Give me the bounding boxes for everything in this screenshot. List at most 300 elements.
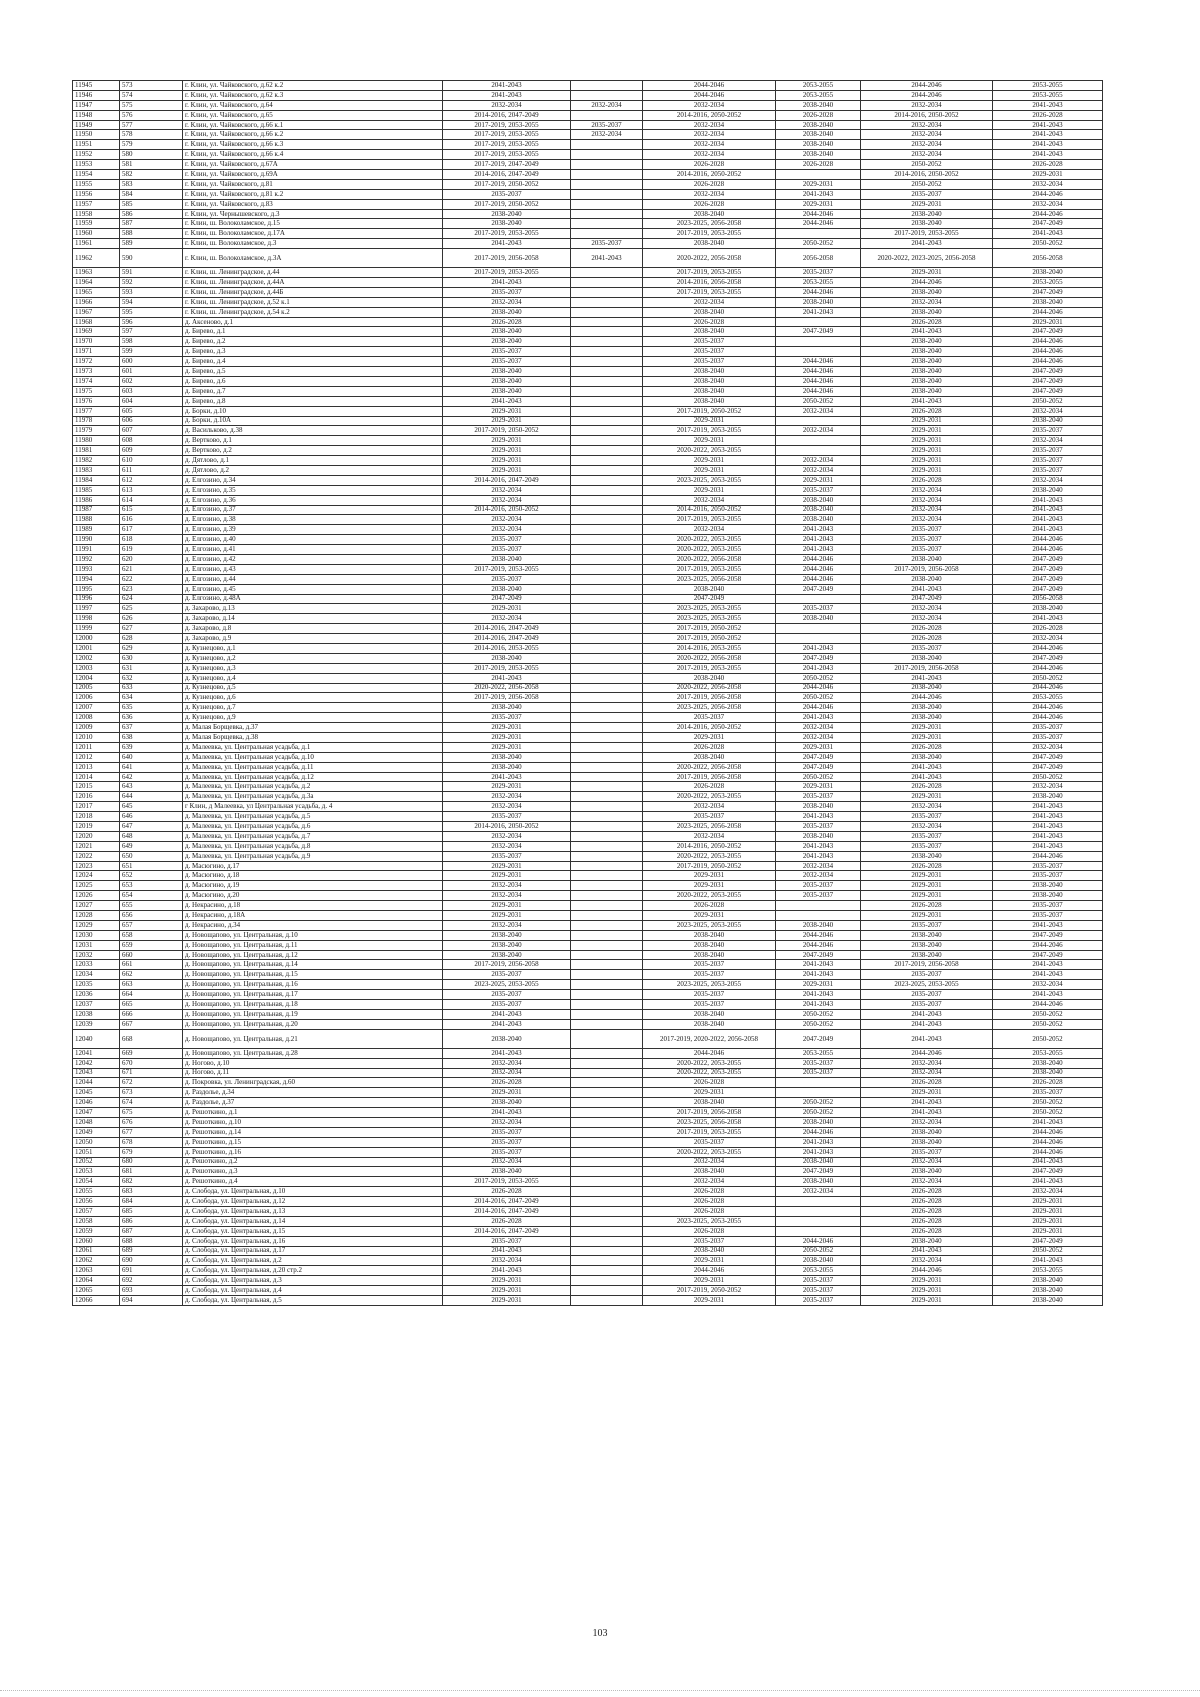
period-cell-1: 2035-2037: [443, 1127, 571, 1137]
period-cell-3: 2035-2037: [643, 347, 776, 357]
row-number-cell: 583: [120, 179, 183, 189]
row-id-cell: 11982: [73, 456, 120, 466]
address-cell: г. Клин, ш. Ленинградское, д.54 к.2: [183, 307, 443, 317]
period-cell-2: 2035-2037: [571, 239, 643, 249]
period-cell-4: 2050-2052: [776, 239, 861, 249]
table-row: [73, 436, 1103, 446]
period-cell-4: 2041-2043: [776, 643, 861, 653]
table-row: [73, 376, 1103, 386]
row-number-cell: 642: [120, 772, 183, 782]
period-cell-3: 2026-2028: [643, 901, 776, 911]
table-row: [73, 733, 1103, 743]
row-number-cell: 658: [120, 930, 183, 940]
period-cell-5: 2029-2031: [861, 792, 993, 802]
address-cell: д. Малеевка, ул. Центральная усадьба, д.9: [183, 851, 443, 861]
row-number-cell: 661: [120, 960, 183, 970]
table-row: [73, 742, 1103, 752]
table-row: [73, 841, 1103, 851]
period-cell-2: [571, 297, 643, 307]
row-number-cell: 683: [120, 1187, 183, 1197]
period-cell-2: [571, 841, 643, 851]
row-id-cell: 11989: [73, 525, 120, 535]
period-cell-6: 2029-2031: [993, 1206, 1103, 1216]
period-cell-2: [571, 812, 643, 822]
row-number-cell: 603: [120, 386, 183, 396]
period-cell-4: 2047-2049: [776, 653, 861, 663]
row-number-cell: 609: [120, 446, 183, 456]
table-row: [73, 327, 1103, 337]
table-row: [73, 150, 1103, 160]
period-cell-4: 2044-2046: [776, 209, 861, 219]
row-number-cell: 596: [120, 317, 183, 327]
table-row: [73, 911, 1103, 921]
row-number-cell: 690: [120, 1256, 183, 1266]
period-cell-3: 2029-2031: [643, 436, 776, 446]
period-cell-3: 2014-2016, 2050-2052: [643, 723, 776, 733]
period-cell-2: [571, 802, 643, 812]
table-row: [73, 881, 1103, 891]
address-cell: д. Слобода, ул. Центральная, д.4: [183, 1286, 443, 1296]
period-cell-6: 2044-2046: [993, 1127, 1103, 1137]
row-id-cell: 11954: [73, 170, 120, 180]
period-cell-6: 2041-2043: [993, 100, 1103, 110]
period-cell-1: 2038-2040: [443, 1098, 571, 1108]
period-cell-3: 2038-2040: [643, 1009, 776, 1019]
period-cell-5: 2020-2022, 2023-2025, 2056-2058: [861, 249, 993, 268]
period-cell-1: 2038-2040: [443, 337, 571, 347]
period-cell-3: 2020-2022, 2053-2055: [643, 851, 776, 861]
period-cell-3: 2038-2040: [643, 1098, 776, 1108]
address-cell: г. Клин, ш. Волоколамское, д.3А: [183, 249, 443, 268]
period-cell-2: [571, 307, 643, 317]
period-cell-1: 2035-2037: [443, 1000, 571, 1010]
period-cell-6: 2041-2043: [993, 990, 1103, 1000]
period-cell-5: 2032-2034: [861, 100, 993, 110]
period-cell-5: 2041-2043: [861, 1029, 993, 1048]
row-id-cell: 11949: [73, 120, 120, 130]
period-cell-4: [776, 1078, 861, 1088]
period-cell-3: 2029-2031: [643, 1295, 776, 1305]
table-row: [73, 297, 1103, 307]
address-cell: д. Малая Борщевка, д.37: [183, 723, 443, 733]
row-id-cell: 12051: [73, 1147, 120, 1157]
period-cell-1: 2029-2031: [443, 911, 571, 921]
period-cell-1: 2038-2040: [443, 1029, 571, 1048]
address-cell: г. Клин, ул. Чайковского, д.83: [183, 199, 443, 209]
period-cell-3: 2026-2028: [643, 1226, 776, 1236]
period-cell-2: [571, 1246, 643, 1256]
period-cell-5: 2044-2046: [861, 81, 993, 91]
address-cell: д. Кузнецово, д.7: [183, 703, 443, 713]
period-cell-2: [571, 229, 643, 239]
period-cell-3: 2032-2034: [643, 495, 776, 505]
row-id-cell: 12027: [73, 901, 120, 911]
table-row: [73, 140, 1103, 150]
table-row: [73, 1216, 1103, 1226]
period-cell-6: 2047-2049: [993, 367, 1103, 377]
period-cell-6: 2041-2043: [993, 822, 1103, 832]
period-cell-2: [571, 861, 643, 871]
period-cell-6: 2044-2046: [993, 940, 1103, 950]
row-number-cell: 654: [120, 891, 183, 901]
period-cell-5: 2026-2028: [861, 1078, 993, 1088]
period-cell-5: 2038-2040: [861, 713, 993, 723]
period-cell-5: 2050-2052: [861, 179, 993, 189]
period-cell-6: 2044-2046: [993, 535, 1103, 545]
period-cell-5: 2017-2019, 2056-2058: [861, 564, 993, 574]
period-cell-5: 2029-2031: [861, 268, 993, 278]
period-cell-2: [571, 337, 643, 347]
period-cell-1: 2041-2043: [443, 772, 571, 782]
period-cell-3: 2032-2034: [643, 189, 776, 199]
period-cell-2: [571, 762, 643, 772]
period-cell-4: [776, 416, 861, 426]
period-cell-2: [571, 1088, 643, 1098]
row-number-cell: 663: [120, 980, 183, 990]
address-cell: д. Борки, д.10: [183, 406, 443, 416]
table-row: [73, 485, 1103, 495]
period-cell-1: 2017-2019, 2050-2052: [443, 426, 571, 436]
table-row: [73, 653, 1103, 663]
table-row: [73, 239, 1103, 249]
row-number-cell: 629: [120, 643, 183, 653]
period-cell-4: 2044-2046: [776, 376, 861, 386]
period-cell-1: 2035-2037: [443, 713, 571, 723]
period-cell-2: [571, 653, 643, 663]
period-cell-2: [571, 446, 643, 456]
period-cell-2: [571, 179, 643, 189]
period-cell-3: 2032-2034: [643, 1177, 776, 1187]
period-cell-5: 2029-2031: [861, 1088, 993, 1098]
period-cell-6: 2026-2028: [993, 110, 1103, 120]
period-cell-4: 2038-2040: [776, 802, 861, 812]
period-cell-4: 2038-2040: [776, 1177, 861, 1187]
table-row: [73, 574, 1103, 584]
period-cell-1: 2014-2016, 2047-2049: [443, 170, 571, 180]
table-row: [73, 1048, 1103, 1058]
row-number-cell: 646: [120, 812, 183, 822]
period-cell-5: 2032-2034: [861, 1256, 993, 1266]
period-cell-5: 2026-2028: [861, 1187, 993, 1197]
period-cell-5: 2032-2034: [861, 1117, 993, 1127]
period-cell-5: 2029-2031: [861, 1295, 993, 1305]
period-cell-3: 2035-2037: [643, 812, 776, 822]
period-cell-1: 2041-2043: [443, 90, 571, 100]
period-cell-2: [571, 891, 643, 901]
row-number-cell: 608: [120, 436, 183, 446]
table-row: [73, 446, 1103, 456]
page-number: 103: [592, 1628, 608, 1639]
row-number-cell: 636: [120, 713, 183, 723]
address-cell: г. Клин, ул. Чайковского, д.66 к.3: [183, 140, 443, 150]
period-cell-2: [571, 1266, 643, 1276]
period-cell-6: 2038-2040: [993, 1058, 1103, 1068]
period-cell-4: 2050-2052: [776, 396, 861, 406]
period-cell-6: 2038-2040: [993, 416, 1103, 426]
row-number-cell: 649: [120, 841, 183, 851]
period-cell-4: 2044-2046: [776, 386, 861, 396]
row-id-cell: 12058: [73, 1216, 120, 1226]
period-cell-2: [571, 881, 643, 891]
period-cell-2: [571, 170, 643, 180]
period-cell-1: 2038-2040: [443, 703, 571, 713]
period-cell-4: 2053-2055: [776, 278, 861, 288]
row-number-cell: 585: [120, 199, 183, 209]
period-cell-2: 2032-2034: [571, 100, 643, 110]
row-id-cell: 12065: [73, 1286, 120, 1296]
row-id-cell: 11945: [73, 81, 120, 91]
period-cell-4: 2044-2046: [776, 930, 861, 940]
period-cell-5: 2035-2037: [861, 1147, 993, 1157]
period-cell-3: 2026-2028: [643, 1206, 776, 1216]
period-cell-1: 2035-2037: [443, 347, 571, 357]
row-id-cell: 11999: [73, 624, 120, 634]
row-number-cell: 678: [120, 1137, 183, 1147]
period-cell-4: 2050-2052: [776, 1108, 861, 1118]
row-id-cell: 12004: [73, 673, 120, 683]
address-cell: д. Решоткино, д.10: [183, 1117, 443, 1127]
row-id-cell: 11961: [73, 239, 120, 249]
address-cell: д. Слобода, ул. Центральная, д.13: [183, 1206, 443, 1216]
row-number-cell: 682: [120, 1177, 183, 1187]
row-id-cell: 11997: [73, 604, 120, 614]
row-id-cell: 12026: [73, 891, 120, 901]
row-number-cell: 660: [120, 950, 183, 960]
period-cell-3: 2020-2022, 2053-2055: [643, 792, 776, 802]
period-cell-5: 2032-2034: [861, 485, 993, 495]
row-id-cell: 12042: [73, 1058, 120, 1068]
address-cell: д. Елгозино, д.48А: [183, 594, 443, 604]
address-cell: д. Бирево, д.3: [183, 347, 443, 357]
period-cell-1: 2014-2016, 2047-2049: [443, 624, 571, 634]
row-id-cell: 12043: [73, 1068, 120, 1078]
period-cell-6: 2050-2052: [993, 396, 1103, 406]
table-row: [73, 110, 1103, 120]
period-cell-4: [776, 1226, 861, 1236]
period-cell-5: 2038-2040: [861, 287, 993, 297]
table-row: [73, 357, 1103, 367]
period-cell-1: 2035-2037: [443, 1236, 571, 1246]
period-cell-5: 2017-2019, 2053-2055: [861, 229, 993, 239]
address-cell: д. Слобода, ул. Центральная, д.2: [183, 1256, 443, 1266]
address-cell: д. Покровка, ул. Ленинградская, д.60: [183, 1078, 443, 1088]
period-cell-2: [571, 1127, 643, 1137]
period-cell-5: 2041-2043: [861, 239, 993, 249]
period-cell-3: 2038-2040: [643, 1246, 776, 1256]
period-cell-6: 2041-2043: [993, 140, 1103, 150]
period-cell-1: 2029-2031: [443, 861, 571, 871]
period-cell-1: 2041-2043: [443, 1048, 571, 1058]
row-number-cell: 622: [120, 574, 183, 584]
period-cell-1: 2038-2040: [443, 209, 571, 219]
address-cell: д. Новощапово, ул. Центральная, д.15: [183, 970, 443, 980]
row-id-cell: 11976: [73, 396, 120, 406]
period-cell-2: [571, 199, 643, 209]
period-cell-5: 2038-2040: [861, 930, 993, 940]
address-cell: д. Кузнецово, д.9: [183, 713, 443, 723]
period-cell-5: 2029-2031: [861, 426, 993, 436]
period-cell-5: 2026-2028: [861, 861, 993, 871]
period-cell-3: 2017-2019, 2053-2055: [643, 229, 776, 239]
address-cell: д. Новощапово, ул. Центральная, д.12: [183, 950, 443, 960]
period-cell-5: 2032-2034: [861, 1157, 993, 1167]
period-cell-5: 2044-2046: [861, 693, 993, 703]
period-cell-2: [571, 1029, 643, 1048]
period-cell-2: [571, 436, 643, 446]
row-id-cell: 11968: [73, 317, 120, 327]
period-cell-6: 2050-2052: [993, 239, 1103, 249]
table-row: [73, 1068, 1103, 1078]
period-cell-2: [571, 140, 643, 150]
period-cell-5: 2035-2037: [861, 189, 993, 199]
row-number-cell: 641: [120, 762, 183, 772]
row-id-cell: 12005: [73, 683, 120, 693]
period-cell-2: [571, 1295, 643, 1305]
period-cell-3: 2017-2019, 2053-2055: [643, 1127, 776, 1137]
period-cell-5: 2038-2040: [861, 347, 993, 357]
period-cell-1: 2014-2016, 2047-2049: [443, 1206, 571, 1216]
row-id-cell: 12013: [73, 762, 120, 772]
period-cell-6: 2041-2043: [993, 1157, 1103, 1167]
row-number-cell: 685: [120, 1206, 183, 1216]
period-cell-4: 2047-2049: [776, 584, 861, 594]
address-cell: д. Решоткино, д.14: [183, 1127, 443, 1137]
period-cell-2: [571, 287, 643, 297]
address-cell: г. Клин, ул. Чайковского, д.64: [183, 100, 443, 110]
period-cell-4: 2038-2040: [776, 100, 861, 110]
period-cell-4: [776, 229, 861, 239]
address-cell: д. Бирево, д.4: [183, 357, 443, 367]
table-row: [73, 456, 1103, 466]
period-cell-2: [571, 1068, 643, 1078]
period-cell-6: 2029-2031: [993, 1226, 1103, 1236]
period-cell-2: [571, 822, 643, 832]
period-cell-5: 2050-2052: [861, 160, 993, 170]
period-cell-6: 2044-2046: [993, 1147, 1103, 1157]
row-id-cell: 12022: [73, 851, 120, 861]
period-cell-6: 2035-2037: [993, 871, 1103, 881]
row-number-cell: 580: [120, 150, 183, 160]
period-cell-1: 2032-2034: [443, 831, 571, 841]
period-cell-3: 2023-2025, 2053-2055: [643, 475, 776, 485]
period-cell-4: [776, 1197, 861, 1207]
period-cell-6: 2035-2037: [993, 901, 1103, 911]
period-cell-1: 2035-2037: [443, 189, 571, 199]
period-cell-1: 2032-2034: [443, 100, 571, 110]
row-number-cell: 652: [120, 871, 183, 881]
address-cell: д. Малеевка, ул. Центральная усадьба, д.12: [183, 772, 443, 782]
period-cell-4: [776, 170, 861, 180]
period-cell-5: 2038-2040: [861, 357, 993, 367]
row-id-cell: 11996: [73, 594, 120, 604]
address-cell: д. Дятлово, д.1: [183, 456, 443, 466]
period-cell-1: 2032-2034: [443, 792, 571, 802]
address-cell: д. Бирево, д.1: [183, 327, 443, 337]
period-cell-5: 2035-2037: [861, 525, 993, 535]
period-cell-5: 2044-2046: [861, 90, 993, 100]
period-cell-5: 2029-2031: [861, 456, 993, 466]
period-cell-4: [776, 1206, 861, 1216]
table-row: [73, 1226, 1103, 1236]
table-row: [73, 990, 1103, 1000]
period-cell-4: [776, 1088, 861, 1098]
row-id-cell: 12030: [73, 930, 120, 940]
period-cell-2: [571, 416, 643, 426]
period-cell-5: 2032-2034: [861, 614, 993, 624]
period-cell-6: 2032-2034: [993, 475, 1103, 485]
period-cell-2: [571, 495, 643, 505]
row-number-cell: 679: [120, 1147, 183, 1157]
period-cell-2: [571, 752, 643, 762]
period-cell-4: 2044-2046: [776, 1236, 861, 1246]
row-number-cell: 628: [120, 634, 183, 644]
address-cell: д. Новощапово, ул. Центральная, д.11: [183, 940, 443, 950]
row-id-cell: 12007: [73, 703, 120, 713]
period-cell-5: 2029-2031: [861, 436, 993, 446]
period-cell-3: 2017-2019, 2053-2055: [643, 663, 776, 673]
period-cell-6: 2044-2046: [993, 663, 1103, 673]
period-cell-4: 2047-2049: [776, 327, 861, 337]
row-number-cell: 615: [120, 505, 183, 515]
period-cell-3: 2014-2016, 2050-2052: [643, 505, 776, 515]
period-cell-6: 2044-2046: [993, 1000, 1103, 1010]
address-cell: д. Вертково, д.1: [183, 436, 443, 446]
period-cell-2: [571, 1167, 643, 1177]
period-cell-3: 2029-2031: [643, 485, 776, 495]
table-row: [73, 1137, 1103, 1147]
table-row: [73, 802, 1103, 812]
period-cell-2: [571, 1009, 643, 1019]
period-cell-4: 2056-2058: [776, 249, 861, 268]
row-id-cell: 11960: [73, 229, 120, 239]
period-cell-1: 2041-2043: [443, 1108, 571, 1118]
table-row: [73, 683, 1103, 693]
table-row: [73, 970, 1103, 980]
row-id-cell: 12052: [73, 1157, 120, 1167]
row-id-cell: 11963: [73, 268, 120, 278]
period-cell-1: 2038-2040: [443, 752, 571, 762]
table-row: [73, 871, 1103, 881]
period-cell-2: [571, 871, 643, 881]
table-row: [73, 693, 1103, 703]
address-cell: д. Слобода, ул. Центральная, д.12: [183, 1197, 443, 1207]
row-number-cell: 671: [120, 1068, 183, 1078]
row-id-cell: 11994: [73, 574, 120, 584]
period-cell-3: 2020-2022, 2053-2055: [643, 535, 776, 545]
period-cell-4: 2041-2043: [776, 960, 861, 970]
row-number-cell: 579: [120, 140, 183, 150]
table-row: [73, 950, 1103, 960]
period-cell-4: 2041-2043: [776, 525, 861, 535]
row-number-cell: 588: [120, 229, 183, 239]
row-id-cell: 12006: [73, 693, 120, 703]
period-cell-1: 2017-2019, 2047-2049: [443, 160, 571, 170]
address-cell: д. Ногово, д.11: [183, 1068, 443, 1078]
period-cell-6: 2038-2040: [993, 1295, 1103, 1305]
period-cell-6: 2026-2028: [993, 1078, 1103, 1088]
period-cell-1: 2035-2037: [443, 990, 571, 1000]
table-row: [73, 1058, 1103, 1068]
row-number-cell: 594: [120, 297, 183, 307]
period-cell-4: 2053-2055: [776, 1048, 861, 1058]
row-number-cell: 635: [120, 703, 183, 713]
period-cell-5: 2026-2028: [861, 742, 993, 752]
period-cell-2: [571, 357, 643, 367]
table-row: [73, 1009, 1103, 1019]
period-cell-5: 2035-2037: [861, 841, 993, 851]
period-cell-1: 2032-2034: [443, 525, 571, 535]
row-id-cell: 12017: [73, 802, 120, 812]
